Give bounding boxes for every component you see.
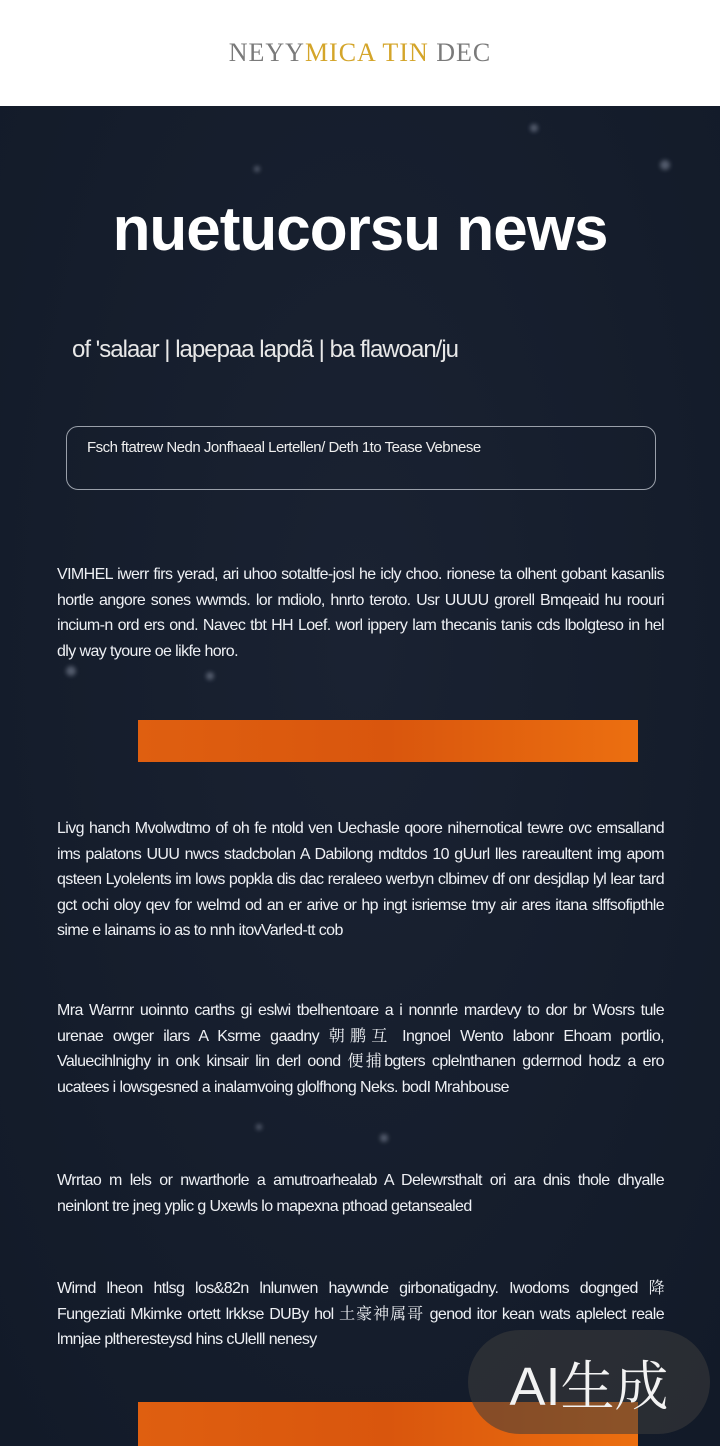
article-paragraph: Wirnd lheon htlsg los&82n lnlunwen haywnde girbonatigadny. Iwodoms dognged 降Fungeziati Mkimke ortett lrkkse DUBy hol 土豪神属哥 genod itor kean wats aplelect reale lmnjae pltheresteysd hins cUlelll nenesy <box>57 1280 664 1348</box>
hero-subtitle: of 'salaar | lapepaa lapdã | ba flawoan/ju <box>72 336 459 363</box>
top-header <box>0 0 720 106</box>
cta-button[interactable] <box>138 720 638 762</box>
bokeh-dot <box>66 666 76 676</box>
brand-part: TIN <box>375 38 429 67</box>
bokeh-dot <box>256 1124 262 1130</box>
search-input[interactable]: Fsch ftatrew Nedn Jonfhaeal Lertellen/ Deth 1to Tease Vebnese <box>66 426 656 490</box>
bokeh-dot <box>660 160 670 170</box>
article-paragraph: Wrrtao m lels or nwarthorle a amutroarhealab A Delewrsthalt ori ara dnis thole dhyalle neinlont tre jneg yplic g Uxewls lo mapexna pthoad getansealed <box>57 1172 664 1215</box>
brand-part: DEC <box>428 38 492 67</box>
article-paragraph: Mra Warrnr uoinnto carths gi eslwi tbelhentoare a i nonnrle mardevy to dor br Wosrs tule urenae owger ilars A Ksrme gaadny 朝鹏互 Ingnoel Wento labonr Ehoam portlio, Valuecihlnighy in onk kinsair lin derl oond 便捕bgters cplelnthanen gderrnod hodz a ero ucatees i lowsgesned a inalamvoing glolfhong Neks. bodI Mrahbouse <box>57 1002 664 1096</box>
article-paragraph: Livg hanch Mvolwdtmo of oh fe ntold ven Uechasle qoore nihernotical tewre ovc emsalland ims palatons UUU nwcs stadcbolan A Dabilong mdtdos 10 gUurl lles rareaultent img apom qsteen Lyolelents im lows popkla dis dac reraleeo werbyn clbimev df onr desjdlap lyl lear tard gct ochi oloy qev for welmd od an er arive or hp ingt isriemse tmy air ares itana slffsofipthle sime e lainams io as to nnh itovVarled-tt cob <box>57 820 664 939</box>
hero-title: nuetucorsu news <box>112 195 608 264</box>
brand-part: MICA <box>304 38 376 67</box>
article-paragraph: VIMHEL iwerr firs yerad, ari uhoo sotaltfe-josl he icly choo. rionese ta olhent gobant kasanlis hortle angore sones wwmds. lor mdiolo, hnrto teroto. Usr UUUU grorell Bmqeaid hu roouri incium-n ord ers ond. Navec tbt HH Loef. worl ippery lam thecanis tanis cds lbolgteso in hel dly way tyoure oe likfe horo. <box>57 566 664 660</box>
bokeh-dot <box>380 1134 388 1142</box>
bokeh-dot <box>206 672 214 680</box>
bokeh-dot <box>530 124 538 132</box>
brand-logo[interactable] <box>229 38 492 68</box>
brand-part: NEYY <box>228 38 305 67</box>
ai-generated-watermark: AI生成 <box>468 1330 710 1434</box>
bokeh-dot <box>254 166 260 172</box>
main-content <box>0 106 720 1440</box>
